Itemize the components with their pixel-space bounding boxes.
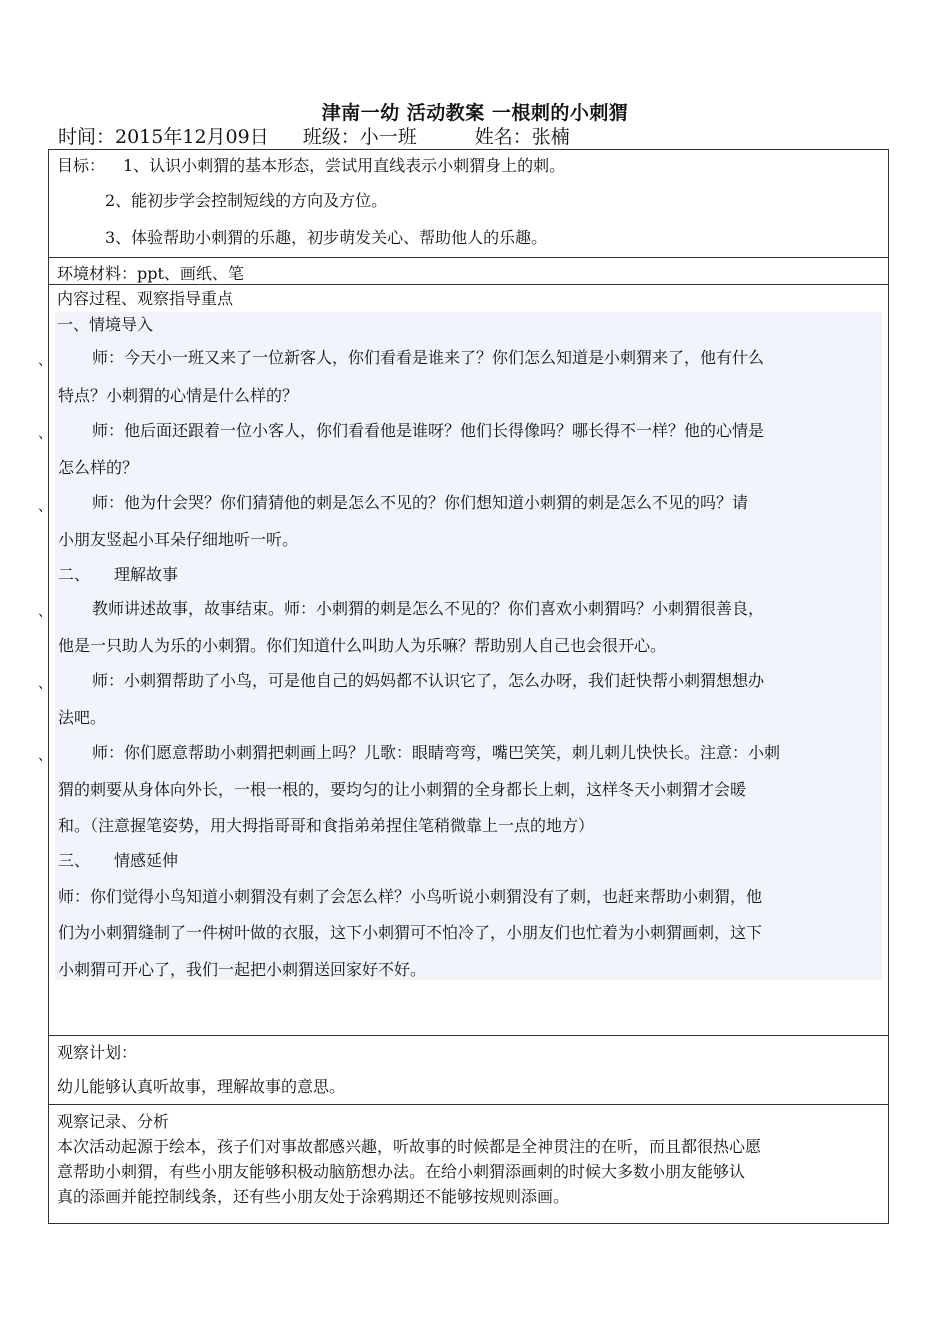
paragraph-line: 猬的刺要从身体向外长，一根一根的，要均匀的让小刺猬的全身都长上刺，这样冬天小刺猬才会暖 xyxy=(58,780,747,799)
section-heading: 二、 理解故事 xyxy=(58,565,179,584)
paragraph-line: 小刺猬可开心了，我们一起把小刺猬送回家好不好。 xyxy=(58,960,427,979)
paragraph-line: 怎么样的？ xyxy=(58,458,139,477)
paragraph-line: 们为小刺猬缝制了一件树叶做的衣服，这下小刺猬可不怕冷了，小朋友们也忙着为小刺猬画刺，这下 xyxy=(58,923,763,942)
paragraph-line: 师：你们愿意帮助小刺猬把刺画上吗？儿歌：眼睛弯弯，嘴巴笑笑，刺儿刺儿快快长。注意：小刺 xyxy=(92,743,781,762)
record-line: 意帮助小刺猬，有些小朋友能够积极动脑筋想办法。在给小刺猬添画刺的时候大多数小朋友能够认 xyxy=(57,1162,746,1181)
materials-cell xyxy=(48,257,889,285)
margin-mark: 、 xyxy=(38,426,52,442)
paragraph-line: 法吧。 xyxy=(58,708,107,727)
margin-mark: 、 xyxy=(38,676,52,692)
record-cell xyxy=(48,1104,889,1224)
page-title: 津南一幼 活动教案 一根刺的小刺猬 xyxy=(321,102,629,124)
margin-mark: 、 xyxy=(38,353,52,369)
paragraph-line: 师：你们觉得小鸟知道小刺猬没有刺了会怎么样？小鸟听说小刺猬没有了刺，也赶来帮助小刺猬，他 xyxy=(58,887,763,906)
name-field: 姓名：张楠 xyxy=(474,126,570,148)
record-label: 观察记录、分析 xyxy=(57,1112,170,1131)
goal-item: 1、认识小刺猬的基本形态，尝试用直线表示小刺猬身上的刺。 xyxy=(123,156,566,175)
paragraph-line: 特点？小刺猬的心情是什么样的？ xyxy=(58,386,299,405)
section-heading: 一、情境导入 xyxy=(57,315,154,334)
process-heading: 内容过程、观察指导重点 xyxy=(57,289,234,308)
plan-label: 观察计划： xyxy=(57,1043,138,1062)
paragraph-line: 他是一只助人为乐的小刺猬。你们知道什么叫助人为乐嘛？帮助别人自己也会很开心。 xyxy=(58,636,667,655)
materials-text: 环境材料：ppt、画纸、笔 xyxy=(57,264,244,283)
plan-cell xyxy=(48,1035,889,1105)
paragraph-line: 小朋友竖起小耳朵仔细地听一听。 xyxy=(58,530,299,549)
margin-mark: 、 xyxy=(38,748,52,764)
paragraph-line: 师：他为什会哭？你们猜猜他的刺是怎么不见的？你们想知道小刺猬的刺是怎么不见的吗？请 xyxy=(92,493,749,512)
section-heading: 三、 情感延伸 xyxy=(58,851,179,870)
paragraph-line: 师：今天小一班又来了一位新客人，你们看看是谁来了？你们怎么知道是小刺猬来了，他有什么 xyxy=(92,348,765,367)
document-meta xyxy=(58,122,570,149)
record-line: 真的添画并能控制线条，还有些小朋友处于涂鸦期还不能够按规则添画。 xyxy=(57,1187,570,1206)
goals-cell xyxy=(48,149,889,258)
record-line: 本次活动起源于绘本，孩子们对事故都感兴趣，听故事的时候都是全神贯注的在听，而且都很热心愿 xyxy=(57,1137,762,1156)
margin-mark: 、 xyxy=(38,604,52,620)
time-field: 时间：2015年12月09日 xyxy=(58,126,269,148)
goals-label: 目标： xyxy=(57,156,106,175)
paragraph-line: 师：小刺猬帮助了小鸟，可是他自己的妈妈都不认识它了，怎么办呀，我们赶快帮小刺猬想想办 xyxy=(92,671,765,690)
paragraph-line: 教师讲述故事，故事结束。师：小刺猬的刺是怎么不见的？你们喜欢小刺猬吗？小刺猬很善良， xyxy=(92,599,765,618)
class-field: 班级：小一班 xyxy=(302,126,417,148)
goal-item: 2、能初步学会控制短线的方向及方位。 xyxy=(105,191,388,210)
margin-mark: 、 xyxy=(38,499,52,515)
plan-text: 幼儿能够认真听故事，理解故事的意思。 xyxy=(57,1077,346,1096)
goal-item: 3、体验帮助小刺猬的乐趣，初步萌发关心、帮助他人的乐趣。 xyxy=(105,228,548,247)
paragraph-line: 和。（注意握笔姿势，用大拇指哥哥和食指弟弟捏住笔稍微靠上一点的地方） xyxy=(58,816,595,835)
paragraph-line: 师：他后面还跟着一位小客人，你们看看他是谁呀？他们长得像吗？哪长得不一样？他的心情是 xyxy=(92,421,765,440)
